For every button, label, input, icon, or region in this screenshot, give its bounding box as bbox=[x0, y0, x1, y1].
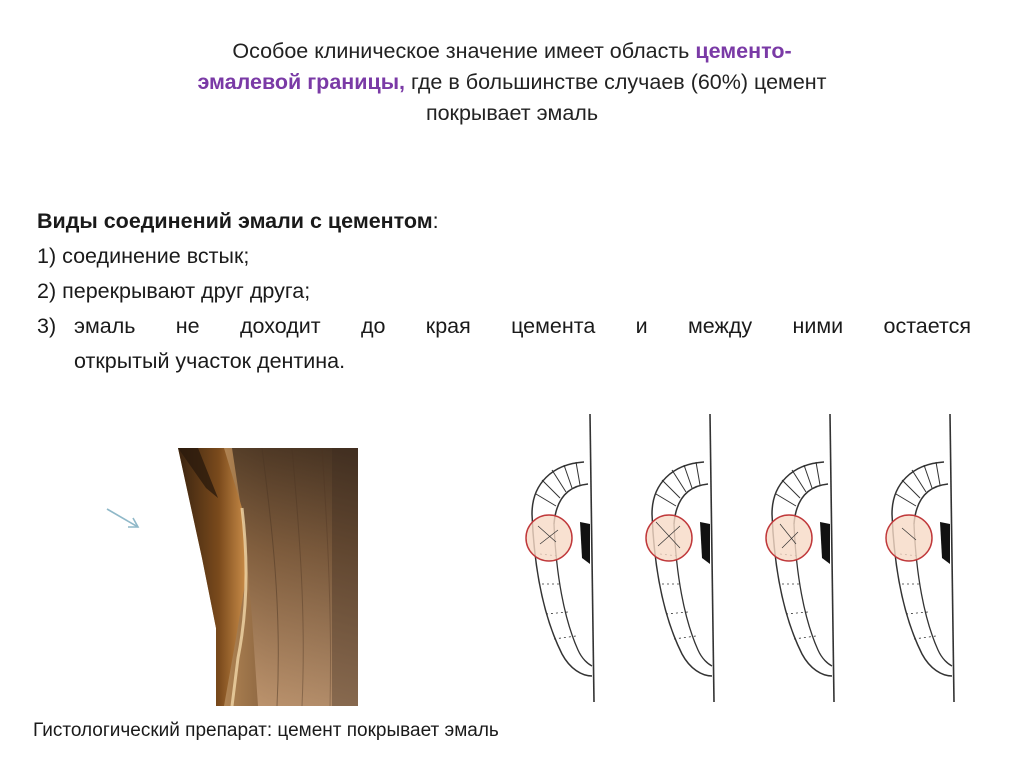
title-highlight2: эмалевой границы, bbox=[197, 70, 406, 94]
slide-title bbox=[60, 36, 964, 129]
title-part1: Особое клиническое значение имеет область bbox=[232, 39, 696, 63]
types-heading-colon: : bbox=[432, 209, 439, 233]
title-part2: где в большинстве случаев (60%) цемент bbox=[405, 70, 827, 94]
types-item-3-line2: открытый участок дентина. bbox=[74, 349, 346, 373]
histology-caption: Гистологический препарат: цемент покрывает эмаль bbox=[33, 720, 499, 741]
junction-diagram-1 bbox=[512, 414, 642, 714]
types-item-1: 1) соединение встык; bbox=[37, 244, 250, 268]
junction-diagram-4 bbox=[872, 414, 1002, 714]
junction-diagram-3 bbox=[752, 414, 882, 714]
types-heading: Виды соединений эмали с цементом bbox=[37, 209, 433, 233]
types-item-3 bbox=[37, 309, 971, 379]
junction-types-list bbox=[37, 204, 971, 379]
title-highlight1: цементо- bbox=[695, 39, 792, 63]
title-part3: покрывает эмаль bbox=[425, 101, 599, 125]
types-item-2: 2) перекрывают друг друга; bbox=[37, 279, 311, 303]
histology-image bbox=[172, 448, 358, 706]
types-heading-line bbox=[37, 204, 971, 239]
pointer-arrow-icon bbox=[104, 505, 144, 533]
types-item-3-text bbox=[74, 309, 971, 379]
junction-diagram-2 bbox=[632, 414, 762, 714]
types-item-3-number: 3) bbox=[37, 314, 57, 338]
types-item-3-line1: эмаль не доходит до края цемента и между ними остается bbox=[74, 314, 971, 338]
